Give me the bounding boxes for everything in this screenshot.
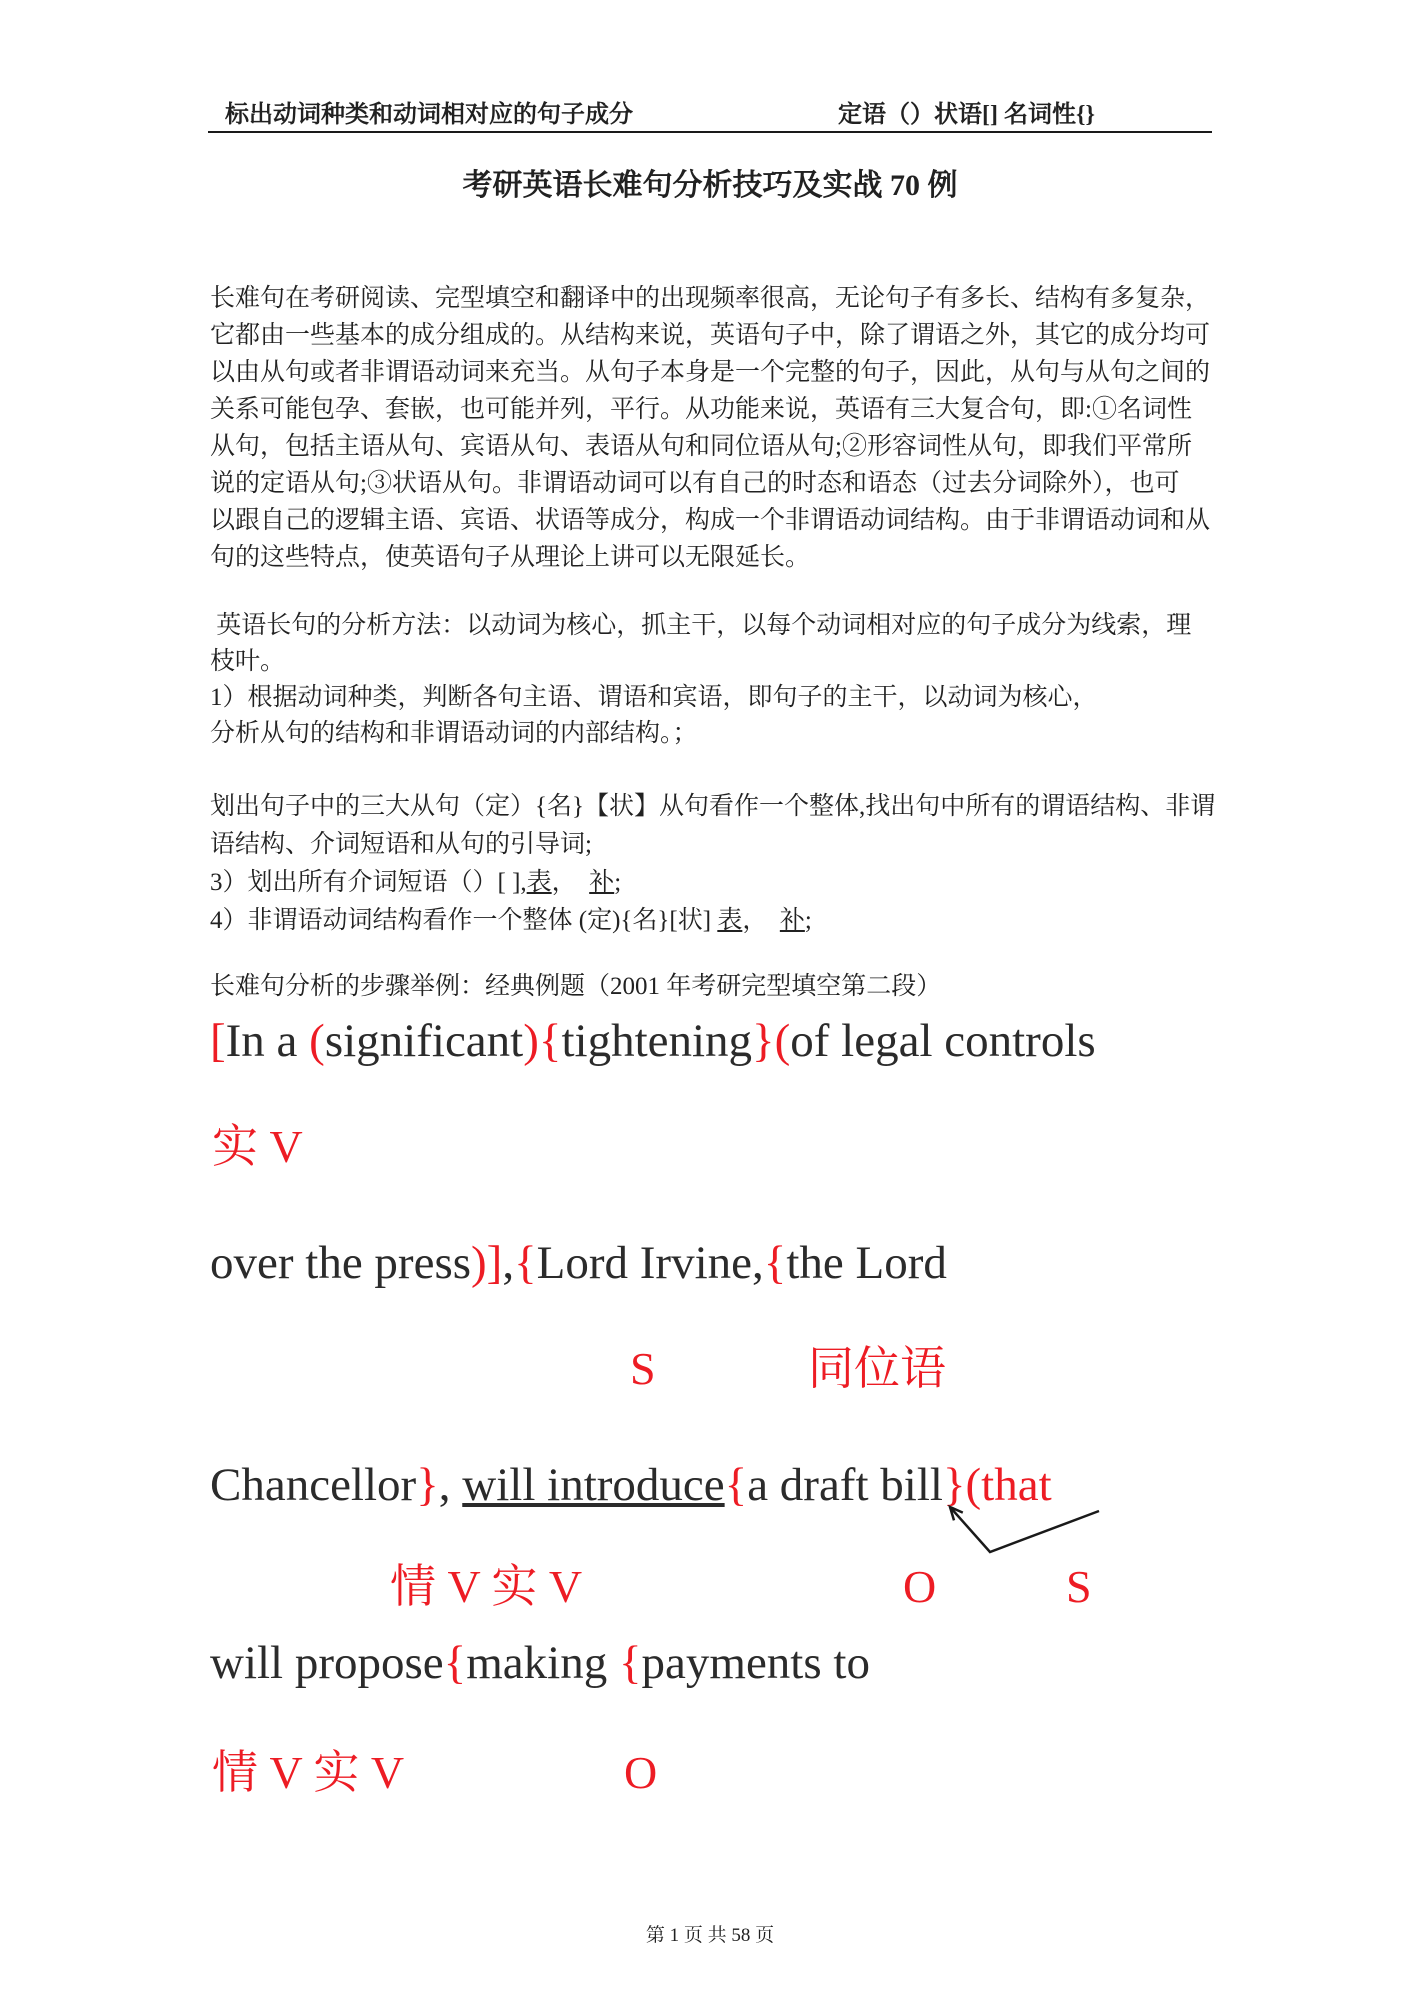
paragraph-line: 它都由一些基本的成分组成的。从结构来说，英语句子中，除了谓语之外，其它的成分均可 (210, 322, 1211, 349)
text-segment: of legal controls (790, 1015, 1096, 1067)
text-segment: ( (309, 1015, 325, 1067)
text-segment: In a (225, 1015, 310, 1067)
text-segment: , (438, 1459, 463, 1511)
header-rule (208, 131, 1212, 133)
paragraph-line: 关系可能包孕、套嵌，也可能并列，平行。从功能来说，英语有三大复合句，即:①名词性 (210, 396, 1192, 423)
text-segment: Chancellor (210, 1459, 417, 1511)
reference-arrow-icon (928, 1492, 1113, 1570)
annotation-shi-v: 实 V (212, 1121, 303, 1172)
paragraph-line: 句的这些特点，使英语句子从理论上讲可以无限延长。 (210, 544, 811, 571)
paragraph-line: 从句，包括主语从句、宾语从句、表语从句和同位语从句;②形容词性从句，即我们平常所 (210, 433, 1192, 460)
paragraph-line: 枝叶。 (210, 648, 286, 675)
paragraph-line: 分析从句的结构和非谓语动词的内部结构。； (210, 720, 698, 747)
example-sentence-line-2 (210, 1236, 947, 1290)
header-left-text: 标出动词种类和动词相对应的句子成分 (225, 102, 633, 128)
page-number-footer: 第 1 页 共 58 页 (645, 1925, 775, 1946)
annotation-s: S (630, 1343, 656, 1394)
example-sentence-line-3 (210, 1458, 1052, 1512)
annotation-qing-v-shi-v: 情 V 实 V (212, 1747, 405, 1798)
text-segment: 表 (717, 907, 743, 934)
text-segment: 4）非谓语动词结构看作一个整体 (定){名}[状] (210, 907, 718, 934)
text-segment: ; (614, 869, 622, 896)
paragraph-line: 以由从句或者非谓语动词来充当。从句子本身是一个完整的句子，因此，从句与从句之间的 (210, 359, 1211, 386)
text-segment: payments to (641, 1637, 870, 1689)
text-segment: { (514, 1237, 537, 1289)
annotation-appositive: 同位语 (808, 1343, 946, 1394)
text-segment: }( (752, 1015, 791, 1067)
paragraph-line: 说的定语从句;③状语从句。非谓语动词可以有自己的时态和语态（过去分词除外），也可 (210, 470, 1180, 497)
text-segment: [ (210, 1015, 226, 1067)
text-segment: }(that (942, 1459, 1052, 1511)
text-segment: making (466, 1637, 619, 1689)
paragraph-line: 划出句子中的三大从句（定）{名}【状】从句看作一个整体,找出句中所有的谓语结构、非谓 (210, 793, 1216, 820)
text-segment: { (763, 1237, 787, 1289)
text-segment: significant (324, 1015, 524, 1067)
paragraph-line: 英语长句的分析方法：以动词为核心，抓主干，以每个动词相对应的句子成分为线索，理 (210, 612, 1192, 639)
page-title: 考研英语长难句分析技巧及实战 70 例 (462, 169, 958, 202)
header-right-text: 定语（）状语[] 名词性{} (838, 102, 1095, 128)
paragraph-line: 以跟自己的逻辑主语、宾语、状语等成分，构成一个非谓语动词结构。由于非谓语动词和从 (210, 507, 1211, 534)
text-segment: { (724, 1459, 748, 1511)
annotation-qing-v-shi-v: 情 V 实 V (390, 1561, 583, 1612)
text-segment: , (502, 1237, 515, 1289)
text-segment: will propose (210, 1637, 444, 1689)
text-segment: tightening (561, 1015, 753, 1067)
annotation-s: S (1066, 1561, 1092, 1612)
text-segment: the Lord (786, 1237, 947, 1289)
text-segment: a draft bill (747, 1459, 943, 1511)
text-segment: Lord Irvine, (536, 1237, 764, 1289)
text-segment: } (416, 1459, 439, 1511)
paragraph-line: 1）根据动词种类，判断各句主语、谓语和宾语，即句子的主干，以动词为核心， (210, 684, 1098, 711)
text-segment: { (618, 1637, 642, 1689)
method-paragraph (210, 608, 1230, 752)
paragraph-line: 语结构、介词短语和从句的引导词; (210, 831, 592, 858)
text-segment: 补 (589, 869, 615, 896)
paragraph-line: 长难句分析的步骤举例：经典例题（2001 年考研完型填空第二段） (210, 973, 942, 1000)
text-segment: will introduce (462, 1459, 725, 1511)
annotation-o: O (903, 1561, 937, 1612)
text-segment: 3）划出所有介词短语（）[ ], (210, 869, 527, 896)
example-sentence-line-4 (210, 1636, 870, 1690)
paragraph-line-step3 (210, 864, 1230, 902)
steps-paragraph (210, 788, 1230, 940)
text-segment: ; (804, 907, 812, 934)
intro-paragraph (210, 280, 1230, 576)
text-segment: { (443, 1637, 467, 1689)
example-intro-paragraph (210, 970, 1230, 1004)
text-segment: )] (471, 1237, 503, 1289)
annotation-o: O (624, 1747, 658, 1798)
paragraph-line: 长难句在考研阅读、完型填空和翻译中的出现频率很高，无论句子有多长、结构有多复杂， (210, 285, 1211, 312)
example-sentence-line-1 (210, 1014, 1096, 1068)
text-segment: ， (742, 907, 780, 934)
paragraph-line-step4 (210, 902, 1230, 940)
text-segment: 表 (526, 869, 552, 896)
text-segment: over the press (210, 1237, 472, 1289)
text-segment: 补 (779, 907, 805, 934)
text-segment: ){ (523, 1015, 562, 1067)
text-segment: ， (551, 869, 590, 896)
